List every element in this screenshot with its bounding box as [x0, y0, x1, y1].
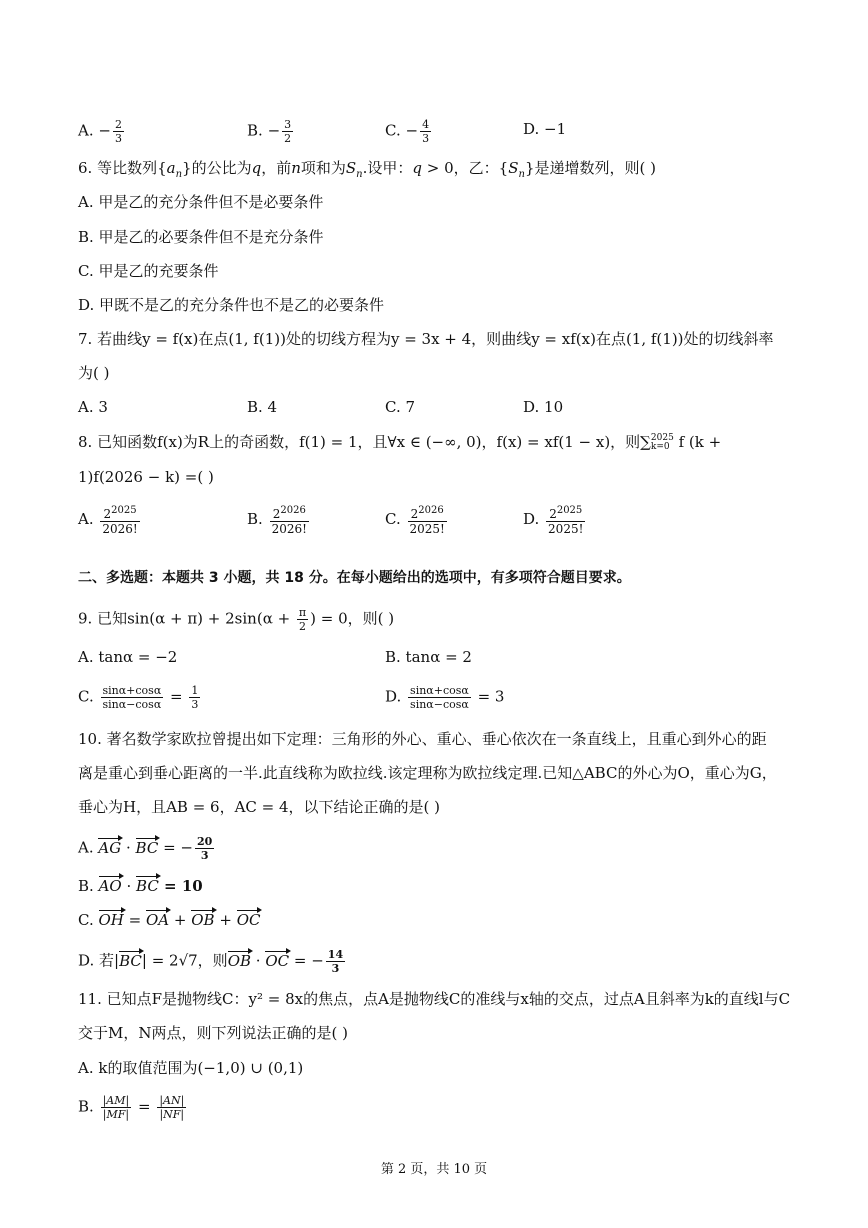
q8-option-d: D. $\frac{2^{2025}}{2025!}$: [523, 505, 584, 536]
q10-stem-line3: 垂心为H，且AB = 6，AC = 4，以下结论正确的是( ): [78, 798, 441, 816]
q10-stem-line2: 离是重心到垂心距离的一半.此直线称为欧拉线.该定理称为欧拉线定理.已知△ABC的外心为O，重心为G，: [78, 764, 777, 782]
section-multi-choice-heading: 二、多选题：本题共 3 小题，共 18 分。在每小题给出的选项中，有多项符合题目要求。: [78, 570, 631, 586]
q8-option-b: B. $\frac{2^{2026}}{2026!}$: [247, 505, 307, 536]
q7-stem-line1: 7. 若曲线y = f(x)在点(1, f(1))处的切线方程为y = 3x + 4，则曲线y = xf(x)在点(1, f(1))处的切线斜率: [78, 330, 774, 348]
q9-option-c: C. $\frac{\sin\alpha+\cos\alpha}{\sin\alpha-\cos\alpha}$ = $\frac{1}{3}$: [78, 684, 199, 711]
page-number-footer: 第 2 页，共 10 页: [380, 1162, 488, 1177]
q9-option-b: B. tanα = 2: [385, 648, 472, 666]
q11-stem-line1: 11. 已知点F是抛物线C：y² = 8x的焦点，点A是抛物线C的准线与x轴的交点，过点A且斜率为k的直线l与C: [78, 990, 791, 1008]
q11-option-a: A. k的取值范围为(−1,0) ∪ (0,1): [78, 1059, 304, 1077]
q9-stem: 9. 已知sin(α + π) + 2sin(α + $\frac{\pi}{2}$ ) = 0，则( ): [78, 606, 395, 633]
q5-option-b: B. − $\frac{3}{2}$: [247, 118, 292, 145]
q10-option-c: C. OH = OA + OB + OC: [78, 911, 261, 929]
q8-option-a: A. $\frac{2^{2025}}{2026!}$: [78, 505, 138, 536]
q11-stem-line2: 交于M，N两点，则下列说法正确的是( ): [78, 1024, 348, 1042]
q10-option-b: B. AO · BC = 10: [78, 877, 203, 895]
q6-option-a: A. 甲是乙的充分条件但不是必要条件: [78, 193, 324, 211]
q6-option-b: B. 甲是乙的必要条件但不是充分条件: [78, 228, 324, 246]
q7-option-b: B. 4: [247, 398, 278, 416]
q8-stem-line2: 1)f(2026 − k) =( ): [78, 468, 214, 486]
q6-option-d: D. 甲既不是乙的充分条件也不是乙的必要条件: [78, 296, 385, 314]
q7-option-d: D. 10: [523, 398, 564, 416]
q10-option-d: D. 若|BC| = 2√7，则OB · OC = − $\frac{14}{3}$: [78, 948, 344, 975]
q7-option-a: A. 3: [78, 398, 108, 416]
q6-option-c: C. 甲是乙的充要条件: [78, 262, 219, 280]
q5-option-d: D. −1: [523, 120, 567, 138]
q5-option-c: C. − $\frac{4}{3}$: [385, 118, 430, 145]
q11-option-b: B. $\frac{|AM|}{|MF|}$ = $\frac{|AN|}{|NF|}$: [78, 1094, 185, 1121]
q9-option-a: A. tanα = −2: [78, 648, 178, 666]
q7-option-c: C. 7: [385, 398, 416, 416]
q10-option-a: A. AG · BC = − $\frac{20}{3}$: [78, 835, 213, 862]
q9-option-d: D. $\frac{\sin\alpha+\cos\alpha}{\sin\alpha-\cos\alpha}$ = 3: [385, 684, 505, 711]
q5-option-a: A. − $\frac{2}{3}$: [78, 118, 122, 145]
q8-option-c: C. $\frac{2^{2026}}{2025!}$: [385, 505, 445, 536]
q10-stem-line1: 10. 著名数学家欧拉曾提出如下定理：三角形的外心、重心、垂心依次在一条直线上，且重心到外心的距: [78, 730, 767, 748]
q7-stem-line2: 为( ): [78, 364, 110, 382]
q6-stem: 6. 等比数列$\{a_n\}$的公比为q，前n项和为$S_n$.设甲：q > 0，乙：$\{S_n\}$是递增数列，则( ): [78, 159, 656, 180]
q8-stem-line1: 8. 已知函数f(x)为R上的奇函数，f(1) = 1，且∀x ∈ (−∞, 0)，f(x) = xf(1 − x)，则∑ 2025 k=0 f (k +: [78, 433, 722, 452]
